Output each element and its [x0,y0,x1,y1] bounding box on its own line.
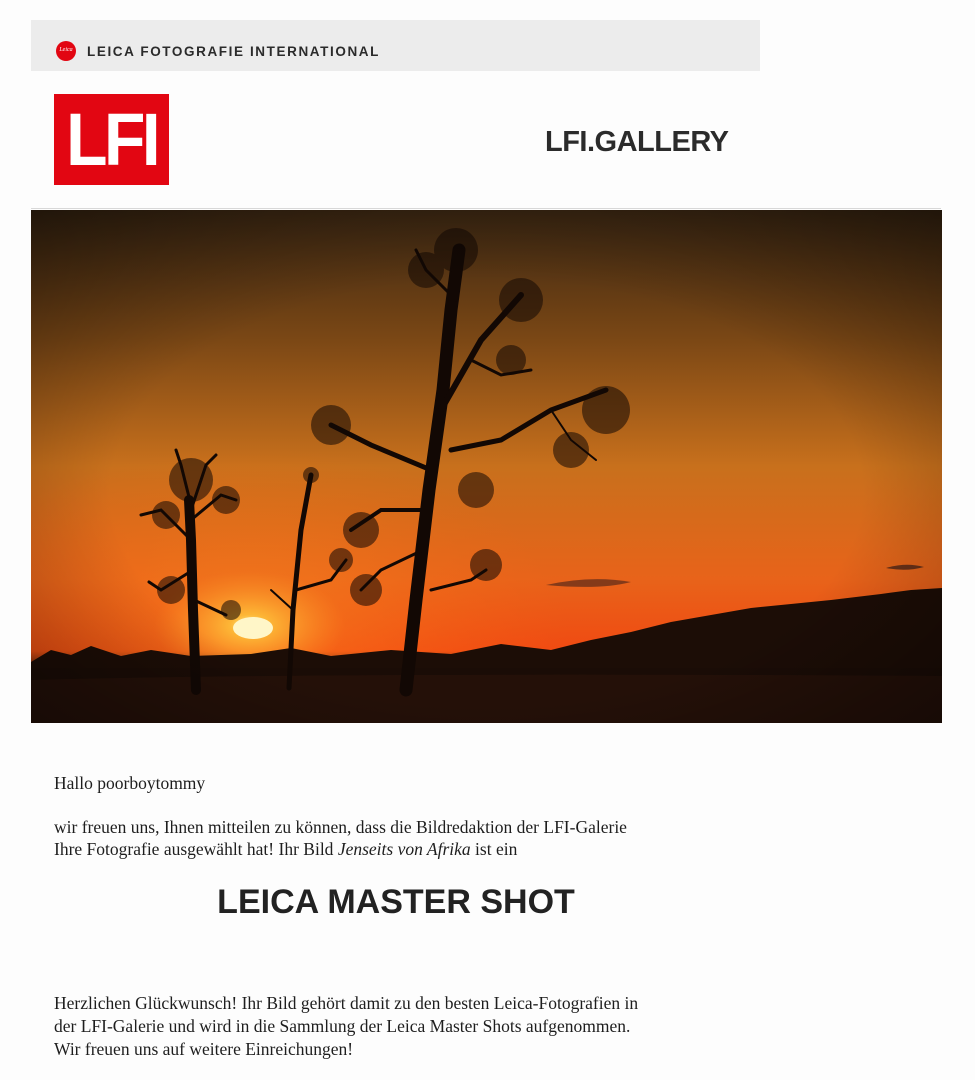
closing-line-3: Wir freuen uns auf weitere Einreichungen! [54,1039,354,1059]
gallery-title[interactable]: LFI.GALLERY [545,126,729,158]
brand-name: LEICA FOTOGRAFIE INTERNATIONAL [87,44,380,59]
lfi-logo[interactable] [54,94,169,185]
leica-header-bar [31,20,760,71]
header-divider [31,208,941,209]
vignette [31,210,942,723]
closing-paragraph [54,992,754,1061]
lfi-logo-text: LFI [65,97,158,181]
leica-logo-icon [56,41,76,61]
intro-paragraph [54,816,754,860]
intro-line-1: wir freuen uns, Ihnen mitteilen zu können, dass die Bildredaktion der LFI-Galerie [54,817,627,837]
photo-title: Jenseits von Afrika [337,839,471,859]
award-heading: LEICA MASTER SHOT [217,883,575,921]
intro-line-2-suffix: ist ein [470,839,518,859]
greeting: Hallo poorboytommy [54,773,206,793]
leica-logo-text: Leica [59,47,73,53]
closing-line-2: der LFI-Galerie und wird in die Sammlung der Leica Master Shots aufgenommen. [54,1016,631,1036]
closing-line-1: Herzlichen Glückwunsch! Ihr Bild gehört damit zu den besten Leica-Fotografien in [54,993,639,1013]
hero-photo[interactable] [31,210,942,723]
intro-line-2-prefix: Ihre Fotografie ausgewählt hat! Ihr Bild [54,839,338,859]
